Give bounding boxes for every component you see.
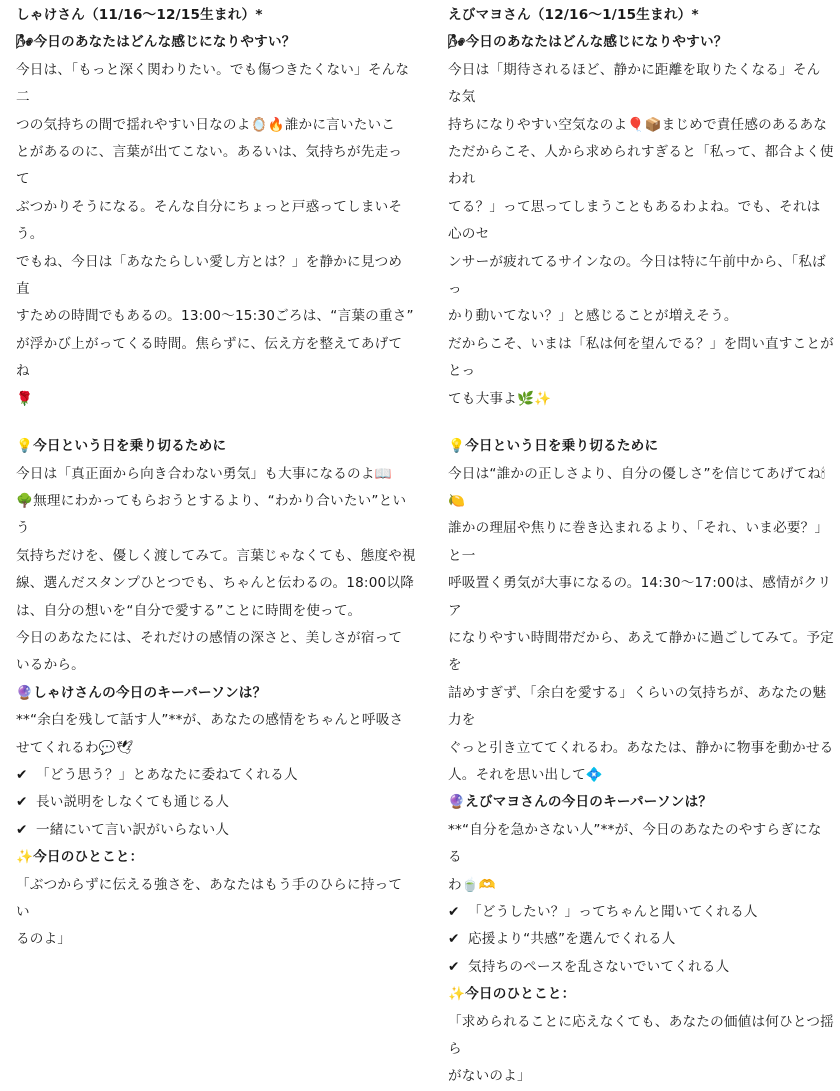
left-section4-line: 「ぶつからずに伝える強さを、あなたはもう手のひらに持ってい bbox=[16, 876, 403, 920]
left-section1-line: すための時間でもあるの。13:00〜15:30ごろは、“言葉の重さ” bbox=[16, 308, 414, 325]
check-item-text: 一緒にいて言い訳がいらない人 bbox=[36, 821, 230, 838]
left-title: しゃけさん（11/16〜12/15生まれ）* bbox=[16, 7, 263, 23]
check-icon: ✔ bbox=[448, 904, 460, 920]
left-section4-body bbox=[16, 872, 416, 954]
left-section1-line: 🌹 bbox=[16, 390, 34, 407]
left-section3-line: **“余白を残して話す人”**が、あなたの感情をちゃんと呼吸さ bbox=[16, 712, 404, 729]
left-section1-line: ぶつかりそうになる。そんな自分にちょっと戸惑ってしまいそう。 bbox=[16, 198, 403, 243]
check-icon: ✔ bbox=[448, 958, 460, 975]
right-section2-line: 呼吸置く勇気が大事になるの。14:30〜17:00は、感情がクリア bbox=[448, 575, 832, 619]
right-section1-line: てる？」って思ってしまうこともあるわよね。でも、それは心のセ bbox=[448, 198, 821, 243]
left-section2-line: いるから。 bbox=[16, 657, 85, 674]
right-section3-heading: 🔮えびマヨさんの今日のキーパーソンは？ bbox=[448, 794, 713, 811]
left-section2-heading: 💡今日という日を乗り切るために bbox=[16, 438, 227, 455]
right-section2-line: 🍋 bbox=[448, 492, 466, 509]
right-checklist bbox=[448, 899, 834, 981]
check-icon: ✔ bbox=[16, 821, 28, 838]
left-section1-line: が浮かび上がってくる時間。焦らずに、伝え方を整えてあげてね bbox=[16, 335, 403, 380]
right-section1-line: ても大事よ🌿✨ bbox=[448, 390, 552, 407]
right-section3-body bbox=[448, 817, 834, 899]
left-section2-line: 線、選んだスタンプひとつでも、ちゃんと伝わるの。18:00以降 bbox=[16, 575, 414, 592]
left-section3-line: せてくれるわ💬🕊 bbox=[16, 739, 134, 756]
right-section3-line: わ🍵🫶 bbox=[448, 876, 497, 893]
right-section2-line: 人。それを思い出して💠 bbox=[448, 766, 604, 783]
spacer bbox=[16, 413, 416, 433]
left-section4-line: るのよ」 bbox=[16, 931, 72, 948]
right-section2-line: 誰かの理屈や焦りに巻き込まれるより、「それ、いま必要？」と一 bbox=[448, 520, 829, 564]
left-section2-line: 🌳無理にわかってもらおうとするより、“わかり合いたい”という bbox=[16, 492, 407, 537]
left-section3-heading: 🔮しゃけさんの今日のキーパーソンは？ bbox=[16, 684, 267, 701]
right-section2-line: 今日は“誰かの正しさより、自分の優しさ”を信じてあげてね🕯 bbox=[448, 465, 826, 482]
left-section1-line: つの気持ちの間で揺れやすい日なのよ🪞🔥誰かに言いたいこ bbox=[16, 116, 396, 133]
left-section2-line: 今日のあなたには、それだけの感情の深さと、美しさが宿って bbox=[16, 629, 403, 646]
right-section1-line: だからこそ、いまは「私は何を望んでる？」を問い直すことがとっ bbox=[448, 335, 834, 380]
right-section2-heading: 💡今日という日を乗り切るために bbox=[448, 438, 659, 455]
check-item bbox=[16, 789, 416, 816]
right-section1-line: 今日は「期待されるほど、静かに距離を取りたくなる」そんな気 bbox=[448, 61, 821, 106]
check-item-text: 「どうしたい？」ってちゃんと聞いてくれる人 bbox=[468, 904, 758, 920]
left-section1-line: 今日は、「もっと深く関わりたい。でも傷つきたくない」そんな二 bbox=[16, 61, 410, 106]
left-section2-line: は、自分の想いを“自分で愛する”ことに時間を使って。 bbox=[16, 602, 362, 619]
left-section2-body bbox=[16, 461, 416, 680]
spacer bbox=[448, 413, 834, 433]
left-section2-line: 気持ちだけを、優しく渡してみて。言葉じゃなくても、態度や視 bbox=[16, 547, 416, 564]
right-section2-body bbox=[448, 461, 834, 790]
check-item-text: 「どう思う？」とあなたに委ねてくれる人 bbox=[36, 766, 298, 783]
check-icon: ✔ bbox=[448, 931, 460, 948]
right-column bbox=[448, 2, 834, 1091]
right-section4-line: 「求められることに応えなくても、あなたの価値は何ひとつ揺ら bbox=[448, 1013, 834, 1058]
left-section1-line: とがあるのに、言葉が出てこない。あるいは、気持ちが先走って bbox=[16, 144, 403, 188]
right-section1-line: 持ちになりやすい空気なのよ🎈📦まじめで責任感のあるあな bbox=[448, 116, 828, 133]
check-item bbox=[448, 954, 834, 981]
check-item-text: 長い説明をしなくても通じる人 bbox=[36, 794, 230, 811]
check-item bbox=[448, 926, 834, 953]
right-section1-body bbox=[448, 57, 834, 413]
left-section2-line: 今日は「真正面から向き合わない勇気」も大事になるのよ📖 bbox=[16, 465, 392, 482]
check-item-text: 気持ちのペースを乱さないでいてくれる人 bbox=[468, 958, 730, 975]
check-item bbox=[448, 899, 834, 926]
check-item bbox=[16, 762, 416, 789]
right-section1-line: ンサーが疲れてるサインなの。今日は特に午前中から、「私ばっ bbox=[448, 253, 826, 298]
right-section2-line: 詰めすぎず、「余白を愛する」くらいの気持ちが、あなたの魅力を bbox=[448, 684, 827, 729]
check-icon: ✔ bbox=[16, 794, 28, 811]
check-item-text: 応援より“共感”を選んでくれる人 bbox=[468, 931, 676, 948]
left-section4-heading: ✨今日のひとこと： bbox=[16, 849, 144, 866]
left-section1-heading: 🌬今日のあなたはどんな感じになりやすい？ bbox=[16, 34, 296, 51]
right-section1-line: かり動いてない？」と感じることが増えそう。 bbox=[448, 308, 738, 325]
check-icon: ✔ bbox=[16, 766, 28, 783]
right-section4-body bbox=[448, 1009, 834, 1091]
right-section3-line: **“自分を急かさない人”**が、今日のあなたのやすらぎになる bbox=[448, 821, 822, 866]
right-section4-line: がないのよ」 bbox=[448, 1068, 531, 1085]
right-section2-line: ぐっと引き立ててくれるわ。あなたは、静かに物事を動かせる bbox=[448, 739, 834, 756]
left-section1-body bbox=[16, 57, 416, 413]
left-section1-line: でもね、今日は「あなたらしい愛し方とは？」を静かに見つめ直 bbox=[16, 253, 403, 298]
left-checklist bbox=[16, 762, 416, 844]
right-title: えびマヨさん（12/16〜1/15生まれ）* bbox=[448, 7, 699, 23]
left-section3-body bbox=[16, 707, 416, 762]
right-section4-heading: ✨今日のひとこと： bbox=[448, 986, 576, 1003]
right-section1-heading: 🌬今日のあなたはどんな感じになりやすい？ bbox=[448, 34, 728, 51]
check-item bbox=[16, 817, 416, 844]
right-section2-line: になりやすい時間帯だから、あえて静かに過ごしてみて。予定を bbox=[448, 629, 834, 674]
right-section1-line: ただからこそ、人から求められすぎると「私って、都合よく使われ bbox=[448, 144, 834, 188]
left-column bbox=[16, 2, 416, 954]
